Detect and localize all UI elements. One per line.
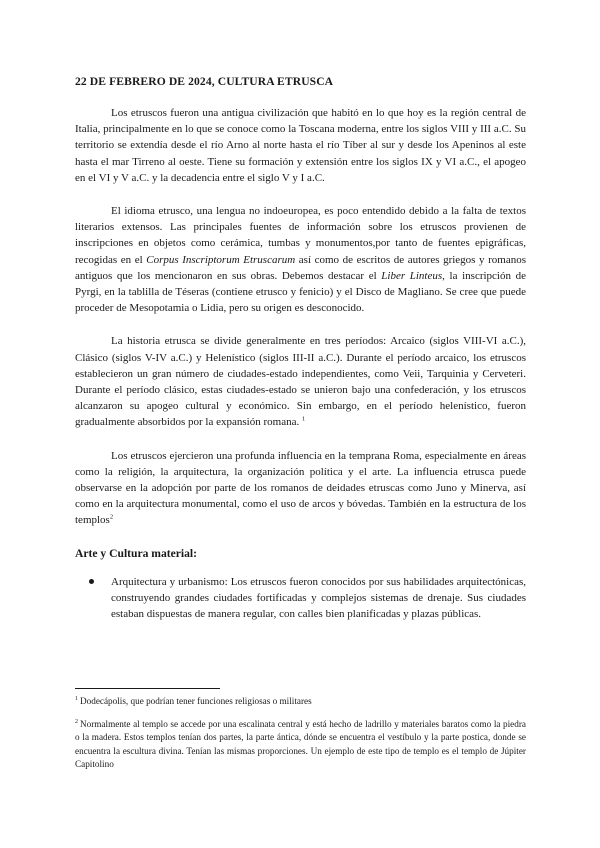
paragraph-text: así como de escritos de autores griegos y romanos antiguos que los mencionaron en sus obras. Debemos destacar el <box>75 253 527 282</box>
footnotes <box>75 695 526 781</box>
footnote-number: 1 <box>75 695 78 702</box>
italic-corpus-title: Corpus Inscriptorum Etruscarum <box>146 253 296 266</box>
paragraph-intro <box>75 105 526 186</box>
footnote-separator <box>75 688 220 689</box>
footnote-text: Normalmente al templo se accede por una escalinata central y está hecho de ladrillo y materiales baratos como la piedra o la madera. Estos templos tenían dos partes, la parte ántica, dónde se encuentra el vestíbulo y la parte postica, donde se encuentra la escultura divina. Tenían las mismas proporciones. Un ejemplo de este tipo de templo es el templo de Júpiter Capitolino <box>75 719 526 769</box>
bullet-icon <box>89 579 94 584</box>
paragraph-text: Los etruscos fueron una antigua civilización que habitó en lo que hoy es la región central de Italia, principalmente en lo que se conoce como la Toscana moderna, entre los siglos VIII y III a.C. Su territorio se extendía desde el río Arno al norte hasta el río Tíber al sur y desde los Apeninos al este hasta el mar Tirreno al oeste. Tiene su formación y extensión entre los siglos IX y VI a.C., el apogeo en el VI y V a.C. y la decadencia entre el siglo V y I a.C. <box>75 107 526 184</box>
paragraph-text: , la inscripción de Pyrgi, en la tablilla de Téseras (contiene etrusco y fenicio) y el Disco de Magliano. Se cree que puede proceder de Mesopotamia o Lidia, pero su origen es desconocido. <box>75 269 527 315</box>
paragraph-text: Los etruscos ejercieron una profunda influencia en la temprana Roma, especialmente en áreas como la religión, la arquitectura, la organización política y el arte. La influencia etrusca puede observarse en la adopción por parte de los romanos de deidades etruscas como Juno y Minerva, así como en la arquitectura monumental, como el uso de arcos y bóvedas. También en la estructura de los templos <box>75 449 526 527</box>
paragraph-influence <box>75 448 526 529</box>
footnote-text: Dodecápolis, que podrían tener funciones religiosas o militares <box>80 696 312 706</box>
footnote <box>75 718 526 771</box>
document-body <box>75 74 526 622</box>
footnote-number: 2 <box>75 719 78 726</box>
italic-liber-linteus: Liber Linteus <box>381 269 443 282</box>
paragraph-language <box>75 203 526 316</box>
footnote-reference[interactable]: 2 <box>109 513 114 521</box>
list-item-text: Arquitectura y urbanismo: Los etruscos fueron conocidos por sus habilidades arquitectónicas, construyendo grandes ciudades fortificadas y complejos sistemas de drenaje. Sus ciudades estaban dispuestas de manera regular, con calles bien planificadas y plazas públicas. <box>111 575 526 621</box>
list-item <box>75 574 526 623</box>
footnote <box>75 695 526 708</box>
footnote-reference[interactable]: 1 <box>301 415 306 423</box>
document-title: 22 DE FEBRERO DE 2024, CULTURA ETRUSCA <box>75 75 334 88</box>
paragraph-text: El idioma etrusco, una lengua no indoeuropea, es poco entendido debido a la falta de textos literarios extensos. Las principales fuentes de información sobre los etruscos provienen de inscripciones en objetos como cerámica, tumbas y monumentos,por tanto de fuentes epigráficas, recogidas en el <box>75 205 526 266</box>
paragraph-history <box>75 333 526 430</box>
paragraph-text: La historia etrusca se divide generalmente en tres períodos: Arcaico (siglos VIII-VI a.C.), Clásico (siglos V-IV a.C.) y Helenístico (siglos III-II a.C.). Durante el período arcaico, los etruscos establecieron un gran número de ciudades-estado independientes, como Veii, Tarquinia y Cerveteri. Durante el período clásico, estas ciudades-estado se unieron bajo una confederación, y los etruscos alcanzaron su apogeo cultural y económico. Sin embargo, en el período helenístico, fueron gradualmente absorbidos por la expansión romana. <box>75 335 526 429</box>
section-heading: Arte y Cultura material: <box>75 546 198 560</box>
bullet-list <box>75 574 526 623</box>
